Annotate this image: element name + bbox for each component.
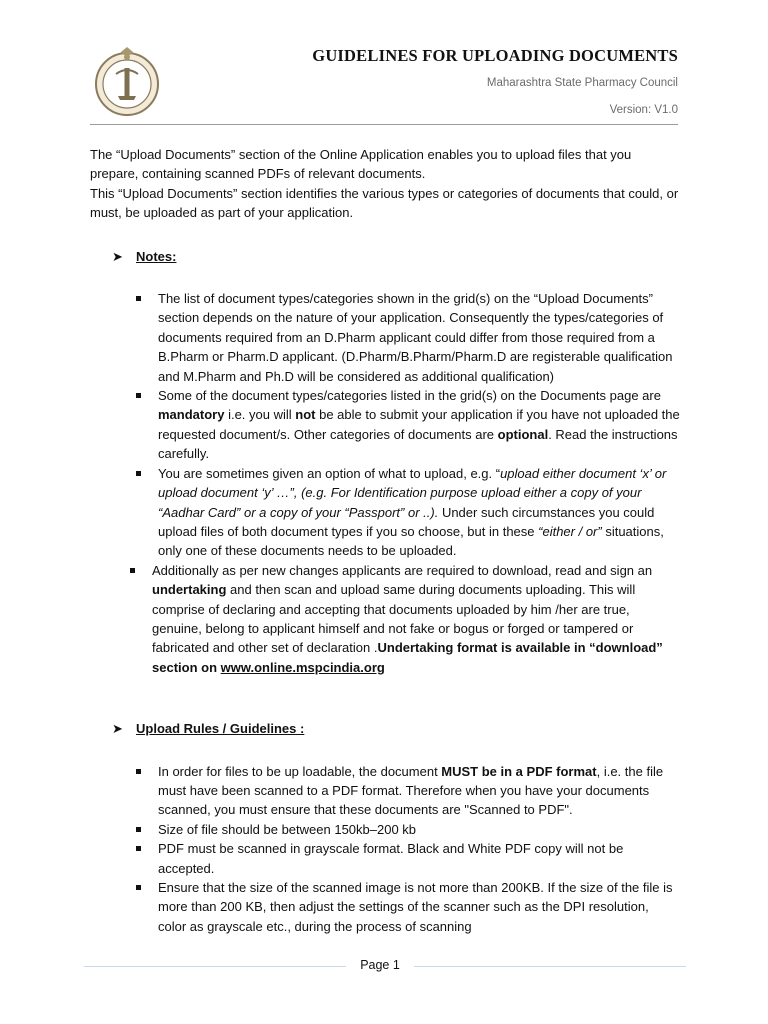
arrowhead-bullet-icon: ➤: [112, 248, 123, 264]
item-text: PDF must be scanned in grayscale format. Black and White PDF copy will not be accepted.: [158, 841, 624, 876]
document-title: GUIDELINES FOR UPLOADING DOCUMENTS: [312, 46, 678, 65]
item-bold-text: MUST be in a PDF format: [441, 763, 597, 779]
council-emblem-icon: [90, 44, 164, 118]
item-text: Ensure that the size of the scanned image is not more than 200KB. If the size of the file is more than 200 KB, then adjust the settings of the scanner such as the DPI resolution, color as grayscale etc., during the process of scanning: [158, 880, 673, 934]
item-text: Under such circumstances you could upload files of both document types if you so choose, but in these: [158, 504, 655, 539]
item-bold-text: optional: [497, 426, 549, 442]
item-italic-text: upload either document ‘x’ or upload document ‘y’ …”, (e.g. For Identification purpose upload either a copy of your “Aadhar Card” or a copy of your “Passport” or ..).: [158, 465, 667, 520]
item-bold-text: not: [295, 407, 316, 423]
notes-heading: [90, 247, 680, 266]
list-item: [158, 762, 680, 820]
item-text: Size of file should be between 150kb–200 kb: [158, 821, 417, 837]
item-bold-text: mandatory: [158, 407, 225, 423]
item-text: Additionally as per new changes applicants are required to download, read and sign an: [152, 562, 653, 578]
item-italic-text: “either / or”: [538, 523, 602, 539]
item-text: situations, only one of these documents needs to be uploaded.: [158, 523, 664, 559]
arrowhead-bullet-icon: ➤: [112, 721, 123, 737]
list-item: [152, 561, 680, 677]
list-item: [158, 878, 680, 936]
item-text: . Read the instructions carefully.: [158, 426, 678, 462]
list-item: [158, 839, 680, 878]
item-text: You are sometimes given an option of what to upload, e.g. “: [158, 465, 501, 481]
document-body: [90, 145, 680, 936]
item-text: and then scan and upload same during documents uploading. This will comprise of declaring and accepting that documents uploaded by him /her are true, genuine, belong to applicant himself and not fake or bogus or forged or tampered or fabricated and other set of declaration .: [152, 582, 636, 656]
rules-list: [90, 762, 680, 937]
list-item: [158, 386, 680, 464]
item-bold-text: Undertaking format is available in “download” section on: [152, 640, 663, 675]
item-text: , i.e. the file must have been scanned to a PDF format. Therefore when you have your documents scanned, you must ensure that these documents are "Scanned to PDF".: [158, 763, 664, 818]
organization-name: Maharashtra State Pharmacy Council: [486, 77, 678, 89]
footer-divider-right: [414, 966, 686, 967]
intro-paragraph: This “Upload Documents” section identifies the various types or categories of documents that could, or must, be uploaded as part of your application.: [90, 185, 679, 221]
notes-heading-label: Notes:: [136, 248, 177, 264]
header-divider: [90, 124, 678, 125]
notes-list: [90, 289, 680, 677]
item-text: The list of document types/categories shown in the grid(s) on the “Upload Documents” section depends on the nature of your application. Consequently the types/categories of documents required from an D.Pharm applicant could differ from those required from a B.Pharm or Pharm.D applicant. (D.Pharm/B.Pharm/Pharm.D are registerable qualification and M.Pharm and Ph.D will be considered as additional qualification): [158, 291, 673, 384]
rules-heading-label: Upload Rules / Guidelines :: [136, 721, 305, 737]
item-text: In order for files to be up loadable, the document: [158, 763, 442, 779]
version-label: Version: V1.0: [609, 104, 678, 116]
page-number: Page 1: [360, 958, 400, 972]
rules-heading: [90, 719, 680, 738]
list-item: [158, 820, 680, 839]
list-item: [158, 289, 680, 386]
item-bold-text: undertaking: [152, 582, 227, 598]
item-text: i.e. you will: [224, 407, 296, 423]
footer-divider-left: [84, 966, 346, 967]
website-link[interactable]: www.online.mspcindia.org: [220, 659, 385, 675]
list-item: [158, 464, 680, 561]
item-text: Some of the document types/categories listed in the grid(s) on the Documents page are: [158, 388, 661, 404]
item-text: be able to submit your application if you have not uploaded the requested document/s. Other categories of documents are: [158, 407, 680, 442]
intro-paragraph: The “Upload Documents” section of the Online Application enables you to upload files that you prepare, containing scanned PDFs of relevant documents.: [90, 147, 632, 182]
